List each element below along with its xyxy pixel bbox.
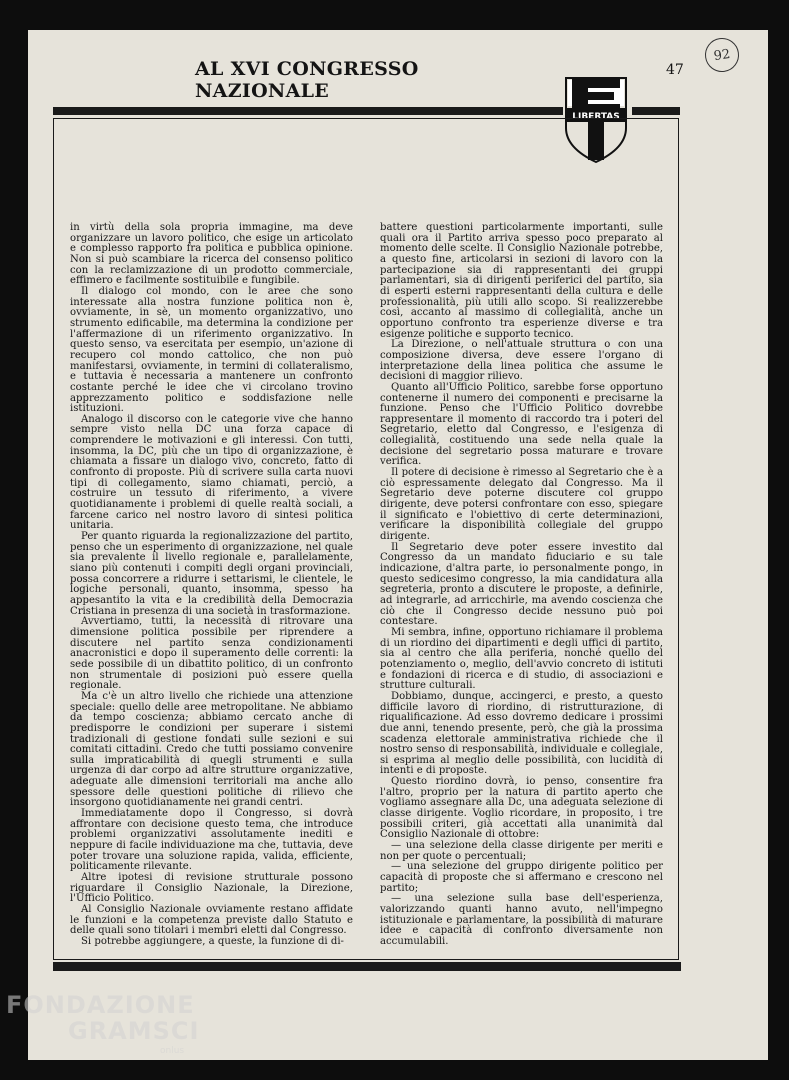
list-item: — una selezione sulla base dell'esperienza, valorizzando quanti hanno avuto, nell'impegno istituzionale e parlamentare, la possibilità di maturare idee e capacità di confronto diversamente non accumulabili.: [380, 893, 663, 947]
paragraph: Questo riordino dovrà, io penso, consentire fra l'altro, proprio per la natura di partito aperto che vogliamo assegnare alla Dc, una adeguata selezione di classe dirigente. Voglio ricordare, in proposito, i tre possibili criteri, già accettati alla unanimità dal Consiglio Nazionale di ottobre:: [380, 776, 663, 841]
watermark-line1: FONDAZIONE: [6, 991, 195, 1019]
paragraph: Ma c'è un altro livello che richiede una attenzione speciale: quello delle aree metropolitane. Ne abbiamo da tempo coscienza; abbiamo cercato anche di predisporre le condizioni per superare i sistemi tradizionali di gestione fondati sulle sezioni e sui comitati cittadini. Credo che tutti possiamo convenire sulla impraticabilità di quegli strumenti e sulla urgenza di dar corpo ad altre strutture organizzative, adeguate alle dimensioni territoriali ma anche allo spessore delle questioni politiche di rilievo che insorgono quotidianamente nei grandi centri.: [70, 690, 353, 809]
watermark-line2: GRAMSCI: [68, 1017, 200, 1045]
paragraph: Altre ipotesi di revisione strutturale possono riguardare il Consiglio Nazionale, la Direzione, l'Ufficio Politico.: [70, 872, 353, 905]
handwritten-page-note: 92: [703, 36, 741, 74]
paragraph: Il potere di decisione è rimesso al Segretario che è a ciò espressamente delegato dal Congresso. Ma il Segretario deve poterne discutere col gruppo dirigente, deve potersi confrontare con esso, spiegare il significato e l'obiettivo di certe determinazioni, verificare la disponibilità collegiale del gruppo dirigente.: [380, 467, 663, 543]
footer-rule: [53, 962, 681, 971]
list-item: — una selezione della classe dirigente per meriti e non per quote o percentuali;: [380, 840, 663, 862]
paragraph: in virtù della sola propria immagine, ma deve organizzare un lavoro politico, che esige un articolato e complesso rapporto fra politica e pubblica opinione. Non si può scambiare la ricerca del consenso politico con la reclamizzazione di un prodotto commerciale, effimero e facilmente sostituibile e fungibile.: [70, 222, 353, 287]
logo-text: LIBERTAS: [572, 112, 620, 122]
paragraph: Dobbiamo, dunque, accingerci, e presto, a questo difficile lavoro di riordino, di ristrutturazione, di riqualificazione. Ad esso dovremo dedicare i prossimi due anni, tenendo presente, però, che già la prossima scadenza elettorale amministrativa richiede che il nostro senso di responsabilità, individuale e collegiale, si esprima al meglio delle possibilità, con lucidità di intenti e di proposte.: [380, 690, 663, 777]
paragraph: La Direzione, o nell'attuale struttura o con una composizione diversa, deve essere l'organo di interpretazione della linea politica che assume le decisioni di maggior rilievo.: [380, 339, 663, 383]
header-rule-left: [53, 107, 563, 115]
watermark-onlus: onlus: [160, 1046, 185, 1056]
paragraph: Analogo il discorso con le categorie vive che hanno sempre visto nella DC una forza capace di comprendere le motivazioni e gli interessi. Con tutti, insomma, la DC, più che un tipo di organizzazione, è chiamata a fissare un dialogo vivo, concreto, fatto di confronto di proposte. Più di scrivere sulla carta nuovi tipi di collegamento, siamo chiamati, perciò, a costruire un tessuto di riferimento, a vivere quotidianamente i problemi di quelle realtà sociali, a farcene carico nel nostro lavoro di sintesi politica unitaria.: [70, 413, 353, 532]
paragraph: Si potrebbe aggiungere, a queste, la funzione di di-: [81, 935, 344, 947]
paragraph: battere questioni particolarmente importanti, sulle quali ora il Partito arriva spesso poco preparato al momento delle scelte. Il Consiglio Nazionale potrebbe, a questo fine, articolarsi in sezioni di lavoro con la partecipazione sia di rappresentanti dei gruppi parlamentari, sia di dirigenti periferici del partito, sia di esperti esterni rappresentanti della cultura e delle professionalità, più utili allo scopo. Si realizzerebbe così, accanto al massimo di collegialità, anche un opportuno confronto tra esperienze diverse e tra esigenze politiche e supporto tecnico.: [380, 222, 663, 340]
header-rule-right: [632, 107, 680, 115]
paragraph: Il Segretario deve poter essere investito dal Congresso da un mandato fiduciario e su tale indicazione, d'altra parte, io personalmente pongo, in questo sedicesimo congresso, la mia candidatura alla segreteria, pronto a discutere le proposte, a definirle, ad integrarle, ad arricchirle, ma avendo coscienza che ciò che il Congresso decide nessuno può poi contestare.: [380, 541, 663, 628]
paragraph: Quanto all'Ufficio Politico, sarebbe forse opportuno contenerne il numero dei componenti e precisarne la funzione. Penso che l'Ufficio Politico dovrebbe rappresentare il momento di raccordo tra i poteri del Segretario, eletto dal Congresso, e l'esigenza di collegialità, costituendo una sede nella quale la decisione del segretario possa maturare e trovare verifica.: [380, 381, 663, 468]
paragraph: Per quanto riguarda la regionalizzazione del partito, penso che un esperimento di organizzazione, nel quale sia prevalente il livello regionale e, parallelamente, siano più contenuti i compiti degli organi provinciali, possa concorrere a ridurre i settarismi, le clientele, le logiche personali, quanto, insomma, spesso ha appesantito la vita e la credibilità della Democrazia Cristiana in presenza di una società in trasformazione.: [70, 531, 353, 617]
paragraph: Mi sembra, infine, opportuno richiamare il problema di un riordino dei dipartimenti e degli uffici di partito, sia al centro che alla periferia, nonché quello del potenziamento o, meglio, dell'avvio concreto di istituti e fondazioni di ricerca e di studio, di associazioni e strutture culturali.: [380, 626, 663, 692]
paragraph: Avvertiamo, tutti, la necessità di ritrovare una dimensione politica possibile per riprendere a discutere nel partito senza condizionamenti anacronistici e dopo il superamento delle correnti: la sede possibile di un dibattito politico, di un confronto non strumentale di posizioni può essere quella regionale.: [70, 616, 353, 692]
right-column: [380, 223, 663, 948]
paragraph: Al Consiglio Nazionale ovviamente restano affidate le funzioni e la competenza previste dallo Statuto e delle quali sono titolari i membri eletti dal Congresso.: [70, 904, 353, 937]
paragraph: Il dialogo col mondo, con le aree che sono interessate alla nostra funzione politica non è, ovviamente, in sè, un momento organizzativo, uno strumento edificabile, ma determina la condizione per l'affermazione di un riferimento organizzativo. In questo senso, va esercitata per esempio, un'azione di recupero col mondo cattolico, che non può manifestarsi, ovviamente, in termini di collateralismo, e tuttavia è necessaria a mantenere un confronto costante perché le idee che vi circolano trovino apprezzamento politico e soddisfazione nelle istituzioni.: [70, 285, 353, 415]
watermark: [6, 992, 199, 1044]
page-number: 47: [666, 62, 684, 78]
page-title: AL XVI CONGRESSO NAZIONALE: [195, 58, 419, 102]
left-column: [70, 223, 353, 948]
paragraph: Immediatamente dopo il Congresso, si dovrà affrontare con decisione questo tema, che introduce problemi organizzativi assolutamente inediti e neppure di facile individuazione ma che, tuttavia, deve poter trovare una soluzione rapida, valida, efficiente, politicamente rilevante.: [70, 808, 353, 873]
list-item: — una selezione del gruppo dirigente politico per capacità di proposte che si affermano e crescono nel partito;: [380, 861, 663, 894]
